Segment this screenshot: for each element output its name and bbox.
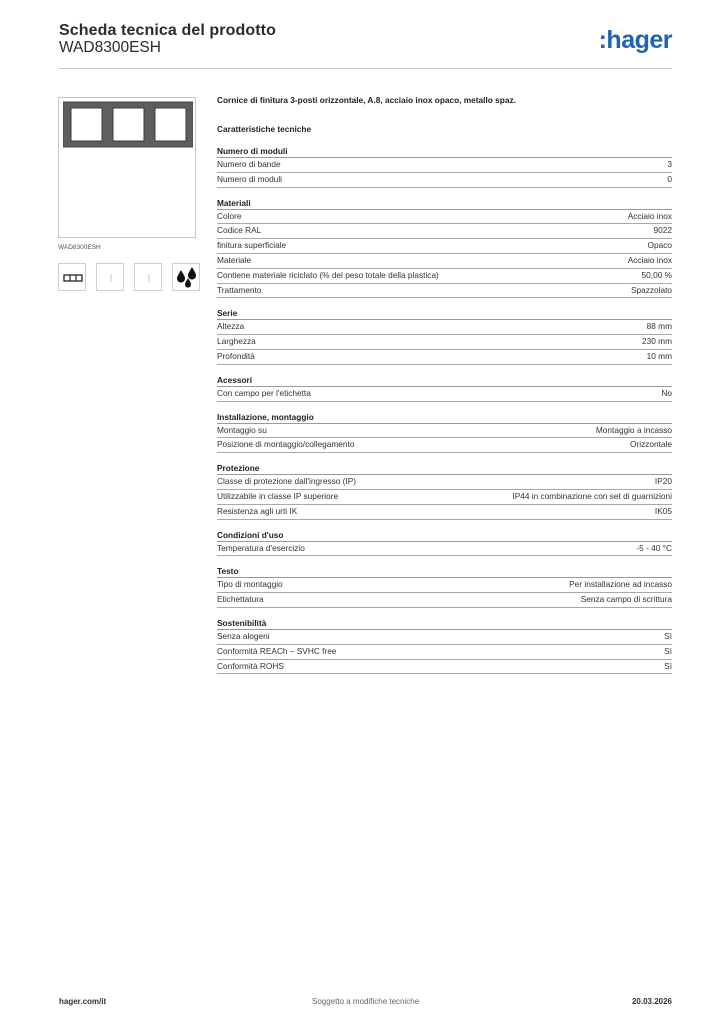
spec-value: IP20 [654, 476, 672, 487]
spec-row [217, 645, 672, 660]
spec-label: Posizione di montaggio/collegamento [217, 439, 355, 450]
spec-value: Opaco [647, 240, 672, 251]
spec-section [217, 307, 672, 364]
spec-label: Numero di moduli [217, 173, 283, 184]
spec-label: Con campo per l'etichetta [217, 387, 311, 398]
spec-label: Resistenza agli urti IK [217, 505, 298, 516]
spec-row [217, 578, 672, 593]
spec-label: Senza alogeni [217, 630, 270, 641]
spec-row [217, 505, 672, 520]
spec-label: Profondità [217, 350, 255, 361]
spec-section [217, 197, 672, 299]
section-title: Serie [217, 307, 672, 320]
spec-row [217, 475, 672, 490]
spec-section [217, 462, 672, 519]
product-image-frame [58, 97, 196, 238]
characteristics-heading: Caratteristiche tecniche [217, 124, 312, 134]
technical-content [217, 92, 672, 674]
spec-value: Per installazione ad incasso [569, 579, 672, 590]
spec-value: Orizzontale [630, 439, 672, 450]
spec-label: Codice RAL [217, 225, 262, 236]
section-title: Acessori [217, 374, 672, 387]
section-title: Numero di moduli [217, 145, 672, 158]
page-title: Scheda tecnica del prodotto [59, 22, 276, 39]
spec-row [217, 490, 672, 505]
spec-section [217, 145, 672, 188]
spec-label: Trattamento [217, 284, 262, 295]
spec-label: Contiene materiale riciclato (% del peso totale della plastica) [217, 269, 439, 280]
spec-value: Acciaio inox [627, 210, 672, 221]
spec-label: Larghezza [217, 336, 256, 347]
spec-label: Utilizzabile in classe IP superiore [217, 490, 339, 501]
spec-row [217, 320, 672, 335]
spec-value: 230 mm [642, 336, 672, 347]
spec-row [217, 284, 672, 299]
spec-label: Tipo di montaggio [217, 579, 283, 590]
section-title: Materiali [217, 197, 672, 210]
spec-label: finitura superficiale [217, 240, 287, 251]
section-title: Protezione [217, 462, 672, 475]
spec-value: Acciaio inox [627, 254, 672, 265]
spec-value: Sì [664, 660, 672, 671]
spec-section [217, 411, 672, 454]
footer-website-link[interactable]: hager.com/it [59, 997, 107, 1006]
spec-label: Classe di protezione dall'ingresso (IP) [217, 476, 357, 487]
footer [59, 997, 672, 1009]
spec-row [217, 350, 672, 365]
section-title: Sostenibilità [217, 617, 672, 630]
spec-value: No [661, 387, 672, 398]
spec-row [217, 254, 672, 269]
module-3-icon[interactable] [58, 263, 86, 291]
water-drops-icon[interactable] [172, 263, 200, 291]
image-caption: WAD8300ESH [58, 244, 101, 251]
spec-value: 50,00 % [641, 269, 672, 280]
spec-value: 10 mm [646, 350, 672, 361]
spec-row [217, 630, 672, 645]
spec-value: Sì [664, 645, 672, 656]
spec-value: IK05 [654, 505, 672, 516]
spec-label: Etichettatura [217, 594, 264, 605]
spec-row [217, 438, 672, 453]
spec-section [217, 565, 672, 608]
header-divider [59, 68, 672, 69]
spec-row [217, 335, 672, 350]
spec-label: Montaggio su [217, 424, 267, 435]
spec-row [217, 660, 672, 675]
spec-row [217, 424, 672, 439]
spec-value: 88 mm [646, 321, 672, 332]
spec-value: Senza campo di scrittura [580, 594, 672, 605]
blank-icon[interactable] [134, 263, 162, 291]
spec-sections [217, 145, 672, 674]
spec-value: 3 [667, 159, 672, 169]
spec-label: Conformità REACh – SVHC free [217, 645, 337, 656]
spec-row [217, 269, 672, 284]
product-description: Cornice di finitura 3-posti orizzontale, A.8, acciaio inox opaco, metallo spaz. [217, 95, 516, 105]
spec-row [217, 210, 672, 225]
section-title: Condizioni d'uso [217, 529, 672, 542]
hager-logo[interactable]: :hager [598, 26, 672, 54]
spec-row [217, 173, 672, 188]
spec-section [217, 529, 672, 557]
product-image [63, 98, 193, 239]
spec-value: 9022 [653, 225, 672, 236]
section-title: Installazione, montaggio [217, 411, 672, 424]
spec-value: 0 [667, 173, 672, 184]
spec-label: Colore [217, 210, 242, 221]
spec-value: Montaggio a incasso [595, 424, 672, 435]
spec-section [217, 374, 672, 402]
spec-label: Conformità ROHS [217, 660, 284, 671]
spec-row [217, 239, 672, 254]
spec-label: Numero di bande [217, 159, 281, 169]
footer-date: 20.03.2026 [631, 997, 672, 1006]
spec-label: Materiale [217, 254, 252, 265]
spec-value: Sì [664, 630, 672, 641]
spec-label: Temperatura d'esercizio [217, 542, 305, 553]
spec-row [217, 542, 672, 557]
spec-label: Altezza [217, 321, 245, 332]
spec-row [217, 158, 672, 173]
blank-icon[interactable] [96, 263, 124, 291]
footer-note: Soggetto a modifiche tecniche [312, 997, 420, 1006]
product-code: WAD8300ESH [59, 39, 161, 56]
spec-value: -5 - 40 °C [636, 542, 672, 553]
spec-row [217, 224, 672, 239]
spec-value: IP44 in combinazione con set di guarnizioni [512, 490, 672, 501]
spec-row [217, 387, 672, 402]
spec-row [217, 593, 672, 608]
spec-section [217, 617, 672, 674]
spec-value: Spazzolato [630, 284, 672, 295]
section-title: Testo [217, 565, 672, 578]
